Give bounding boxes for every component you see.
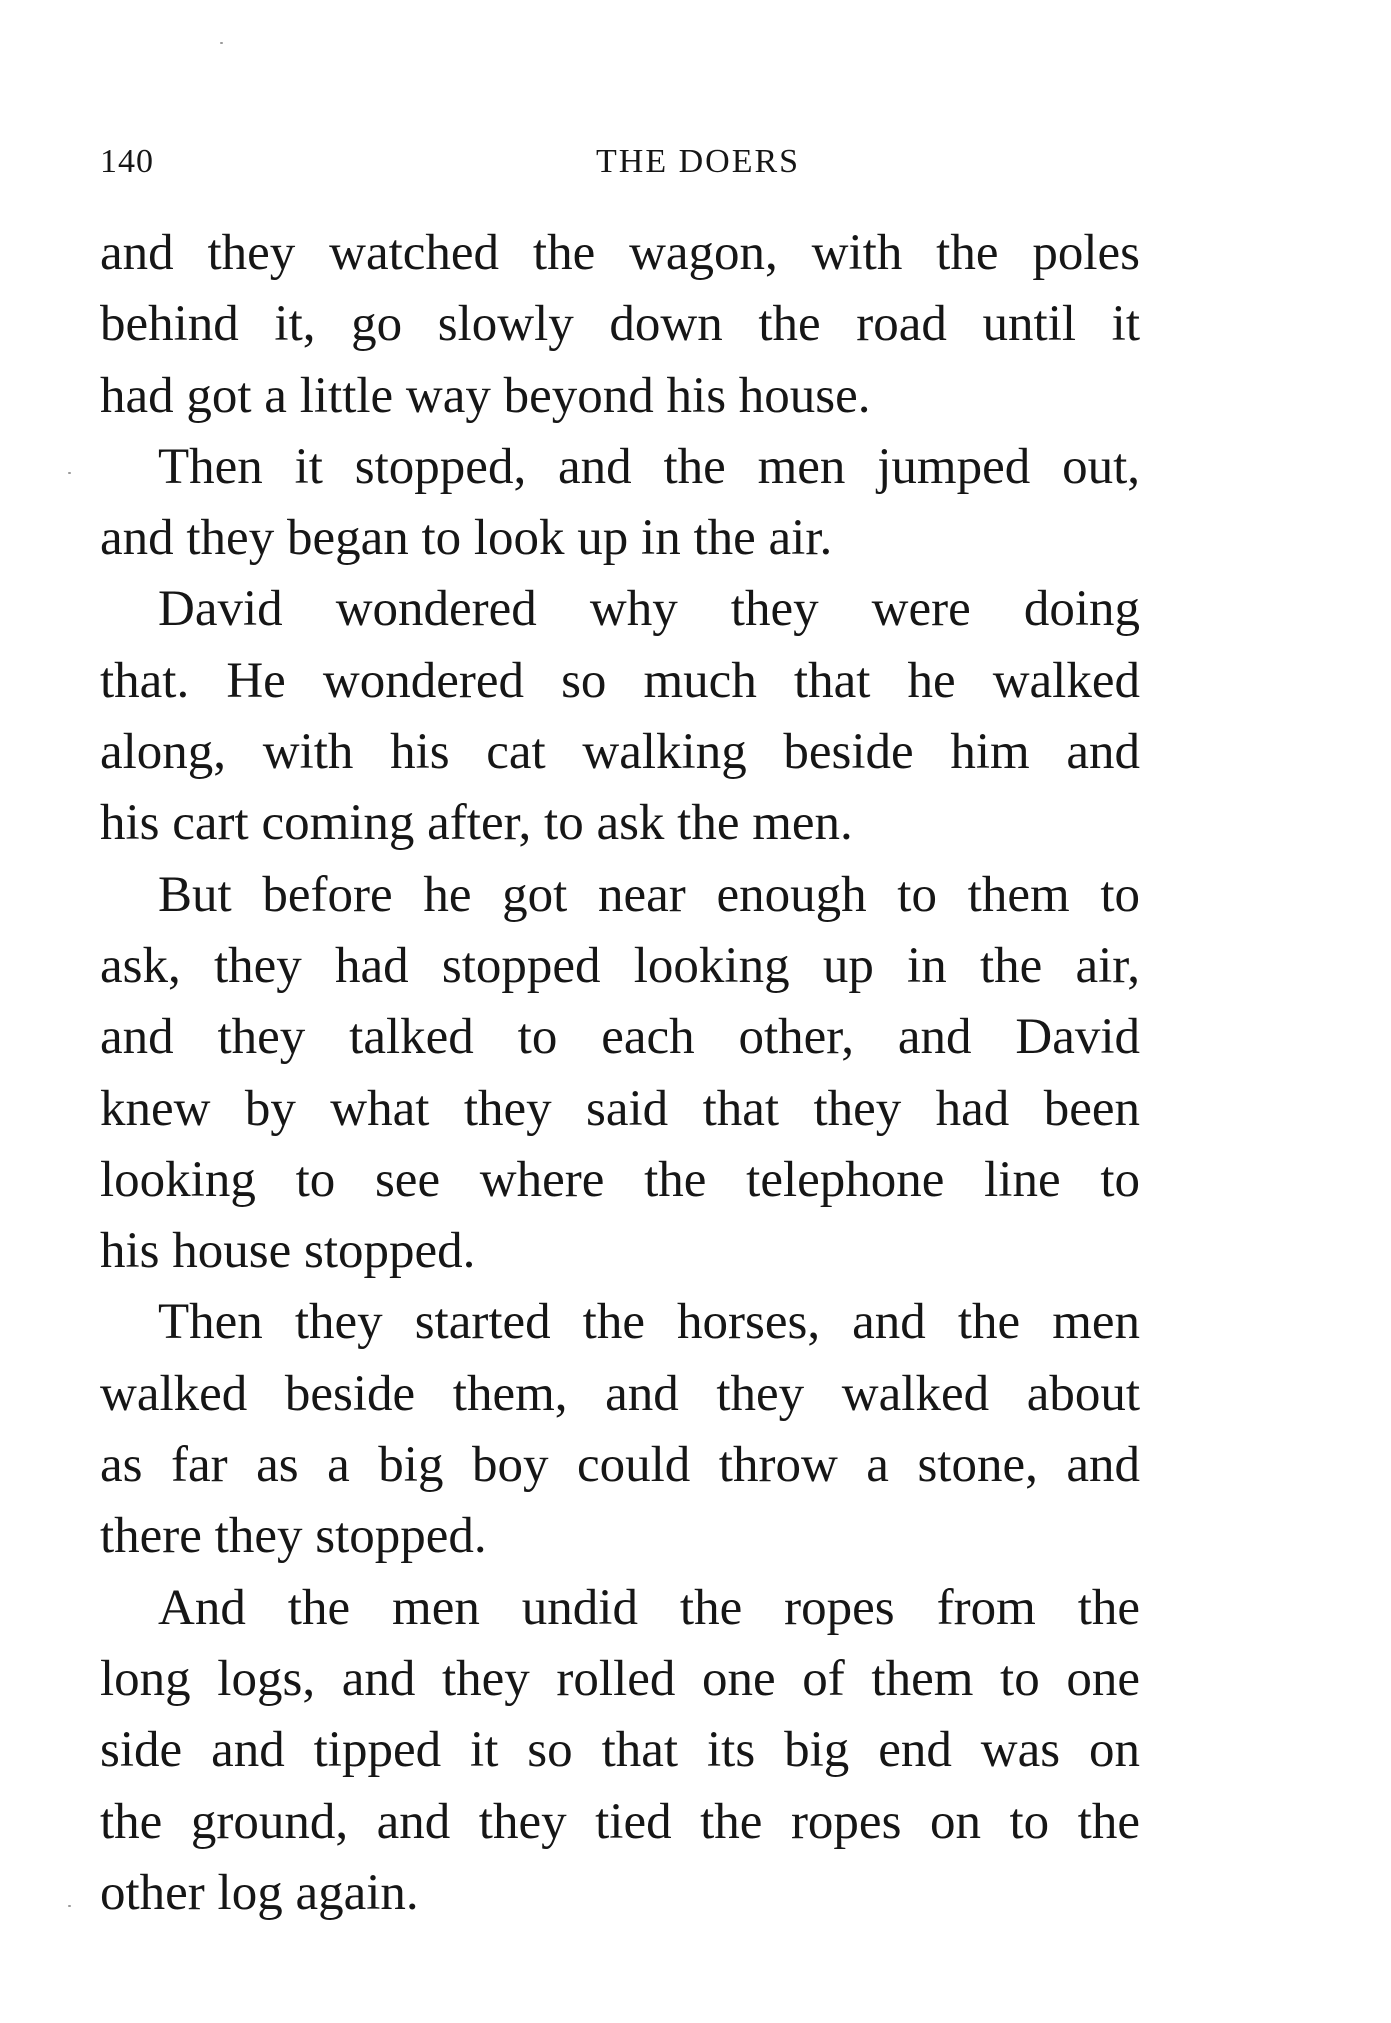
text-line: ask, they had stopped looking up in the air,: [100, 937, 1140, 994]
text-line: knew by what they said that they had been: [100, 1080, 1140, 1137]
text-line: side and tipped it so that its big end was on: [100, 1722, 1140, 1779]
text-line: and they watched the wagon, with the poles: [100, 225, 1140, 281]
text-line: and they began to look up in the air.: [100, 510, 833, 567]
text-line: behind it, go slowly down the road until it: [100, 296, 1140, 353]
text-line: along, with his cat walking beside him and: [100, 724, 1140, 781]
paper-speck: [68, 1905, 71, 1907]
text-line: looking to see where the telephone line to: [100, 1151, 1140, 1208]
text-line: Then they started the horses, and the men: [158, 1294, 1140, 1351]
page-number: 140: [100, 143, 154, 180]
paper-speck: [220, 42, 223, 44]
text-line: And the men undid the ropes from the: [158, 1579, 1140, 1636]
text-line: other log again.: [100, 1864, 419, 1921]
text-line: had got a little way beyond his house.: [100, 367, 871, 424]
running-head: [100, 140, 1140, 184]
paper-speck: [68, 472, 71, 474]
text-line: long logs, and they rolled one of them to one: [100, 1650, 1140, 1707]
text-line: But before he got near enough to them to: [158, 866, 1140, 923]
text-line: as far as a big boy could throw a stone, and: [100, 1437, 1140, 1494]
text-line: David wondered why they were doing: [158, 581, 1140, 638]
body-text: [100, 218, 1140, 1929]
text-line: and they talked to each other, and David: [100, 1009, 1140, 1066]
text-line: Then it stopped, and the men jumped out,: [158, 438, 1140, 495]
text-line: his house stopped.: [100, 1223, 476, 1280]
running-title: THE DOERS: [596, 143, 801, 180]
text-line: his cart coming after, to ask the men.: [100, 795, 853, 852]
text-line: the ground, and they tied the ropes on to the: [100, 1793, 1140, 1850]
text-line: that. He wondered so much that he walked: [100, 652, 1140, 709]
text-line: walked beside them, and they walked about: [100, 1365, 1140, 1422]
text-line: there they stopped.: [100, 1508, 487, 1565]
